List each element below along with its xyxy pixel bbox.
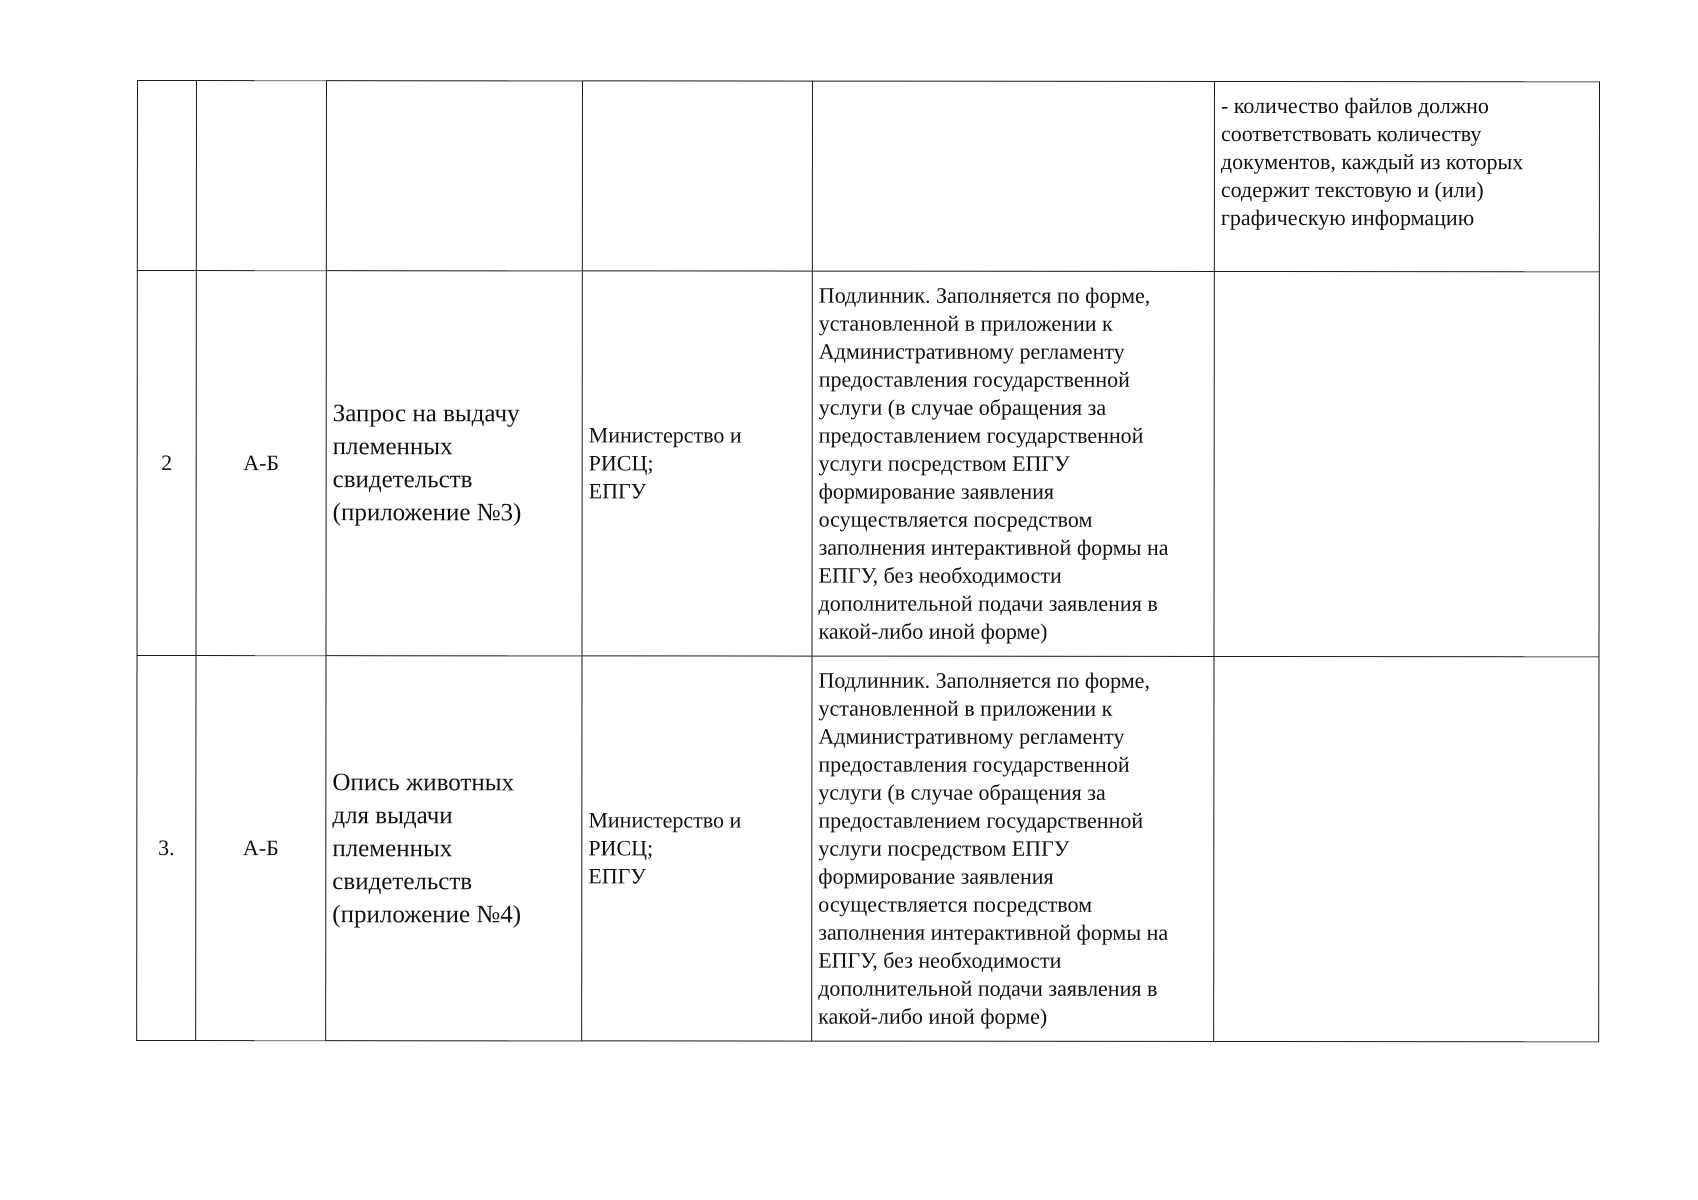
- document-name-cell: [326, 271, 582, 656]
- document-name-cell: [326, 656, 582, 1041]
- row-number-cell: 3.: [137, 656, 196, 1041]
- requirements-cell: [812, 656, 1214, 1041]
- recipient-text: Министерство и РИСЦ; ЕПГУ: [588, 807, 742, 889]
- recipient-text: Министерство и РИСЦ; ЕПГУ: [588, 422, 742, 504]
- notes-text: - количество файлов должно соответствовать количеству документов, каждый из которых содержит текстовую и (или) графическую информацию: [1220, 92, 1524, 231]
- table-row: [137, 81, 1599, 272]
- document-name-cell: [326, 81, 582, 271]
- recipient-cell: [582, 81, 812, 271]
- category-cell: А-Б: [196, 271, 326, 656]
- notes-cell: [1214, 271, 1599, 656]
- recipient-cell: [582, 271, 812, 656]
- row-number-cell: [137, 81, 196, 271]
- notes-cell: [1214, 81, 1599, 271]
- document-name: Опись животных для выдачи племенных свидетельств (приложение №4): [332, 768, 522, 928]
- documents-table: [136, 80, 1600, 1042]
- requirements-text: Подлинник. Заполняется по форме, установленной в приложении к Административному регламенту предоставления государственной услуги (в случае обращения за предоставлением государственной услуги посредством ЕПГУ формирование заявления осуществляется посредством заполнения интерактивной формы на ЕПГУ, без необходимости дополнительной подачи заявления в какой-либо иной форме): [818, 282, 1169, 644]
- category-cell: [196, 81, 326, 271]
- requirements-cell: [812, 271, 1214, 656]
- requirements-text: Подлинник. Заполняется по форме, установленной в приложении к Административному регламенту предоставления государственной услуги (в случае обращения за предоставлением государственной услуги посредством ЕПГУ формирование заявления осуществляется посредством заполнения интерактивной формы на ЕПГУ, без необходимости дополнительной подачи заявления в какой-либо иной форме): [818, 667, 1169, 1029]
- table-row: [137, 271, 1599, 657]
- document-name: Запрос на выдачу племенных свидетельств (приложение №3): [332, 400, 522, 527]
- category-cell: А-Б: [196, 656, 326, 1041]
- row-number-cell: 2: [137, 271, 196, 656]
- requirements-cell: [812, 81, 1214, 271]
- table-row: [137, 656, 1599, 1042]
- notes-cell: [1214, 656, 1599, 1041]
- recipient-cell: [582, 656, 812, 1041]
